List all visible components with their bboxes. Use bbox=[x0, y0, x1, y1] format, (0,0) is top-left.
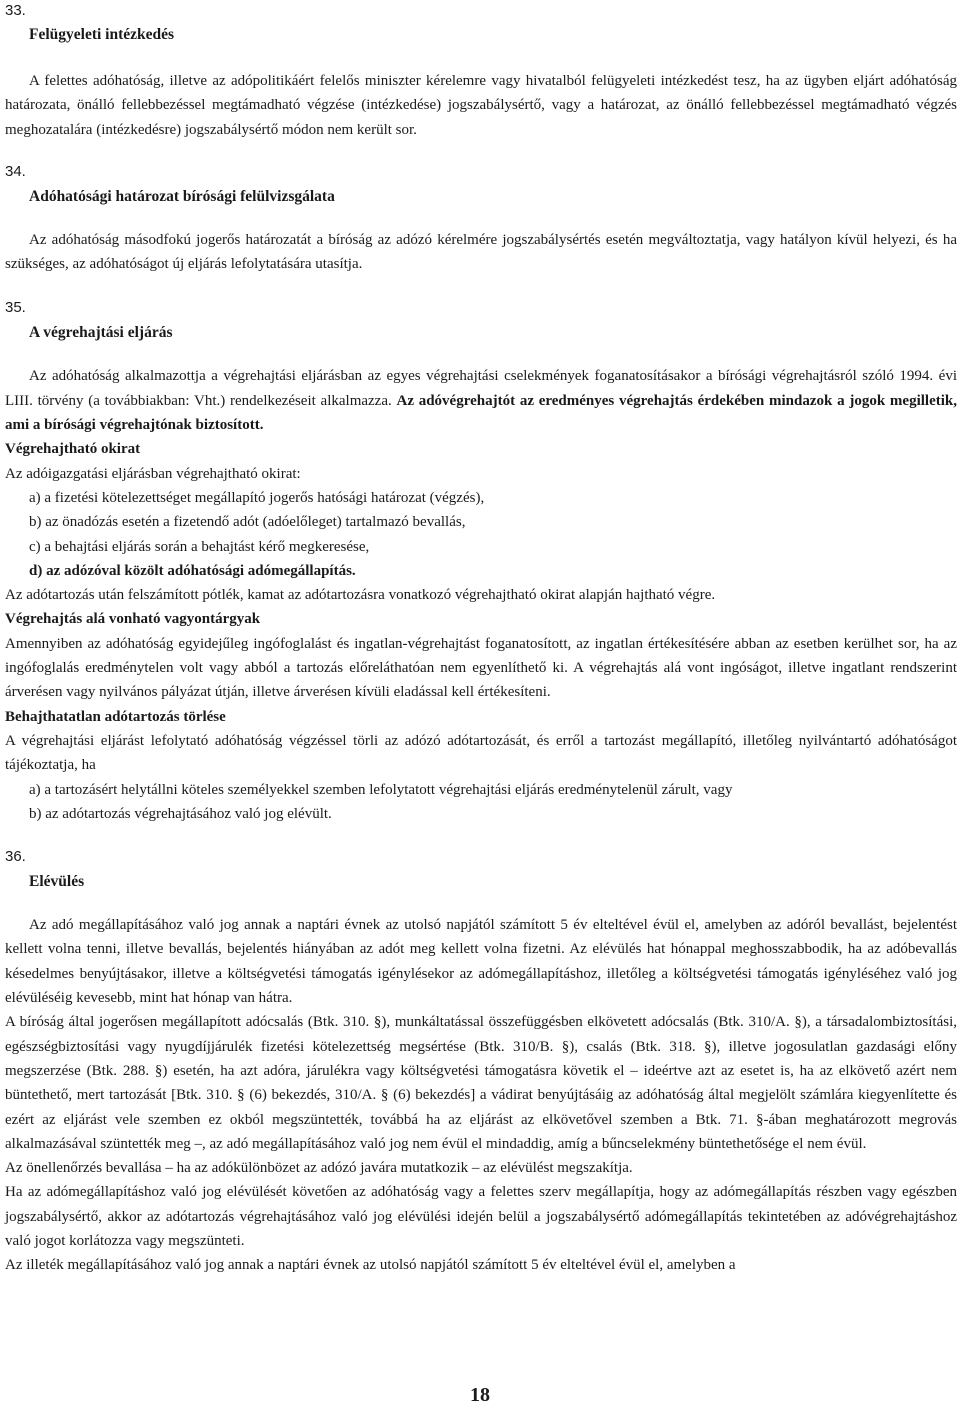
section-title: A végrehajtási eljárás bbox=[29, 324, 173, 342]
list-item: b) az adótartozás végrehajtásához való jog elévült. bbox=[29, 805, 332, 822]
subheading: Végrehajtás alá vonható vagyontárgyak bbox=[5, 611, 261, 628]
section-number: 35. bbox=[5, 299, 26, 317]
list-item: a) a fizetési kötelezettséget megállapító jogerős hatósági határozat (végzés), bbox=[29, 489, 485, 506]
section-number: 33. bbox=[5, 2, 26, 19]
paragraph: Az adótartozás után felszámított pótlék, kamat az adótartozásra vonatkozó végrehajtható okirat alapján hajtható végre. bbox=[5, 587, 716, 604]
section-33 bbox=[5, 0, 957, 142]
section-number: 36. bbox=[5, 848, 26, 866]
section-number: 34. bbox=[5, 162, 26, 180]
subheading: Végrehajtható okirat bbox=[5, 441, 141, 458]
paragraph: Az adóigazgatási eljárásban végrehajtható okirat: bbox=[5, 465, 301, 482]
list-item: a) a tartozásért helytállni köteles személyekkel szemben lefolytatott végrehajtási eljárás eredménytelenül zárult, vagy bbox=[29, 781, 733, 798]
list-item: b) az önadózás esetén a fizetendő adót (adóelőleget) tartalmazó bevallás, bbox=[29, 514, 466, 531]
paragraph-bold-text: Az adóvégrehajtót az eredményes végrehajtás érdekében mindazok a jogok megilletik, ami a bírósági végrehajtónak biztosított. bbox=[5, 392, 957, 434]
paragraph: Az adóhatóság másodfokú jogerős határozatát a bíróság az adózó kérelmére jogszabálysértés esetén megváltoztatja, vagy hatályon kívül helyezi, és ha szükséges, az adóhatóságot új eljárás lefolytatására utasítja. bbox=[5, 231, 957, 273]
section-title: Adóhatósági határozat bírósági felülvizsgálata bbox=[29, 187, 335, 205]
paragraph: Az adó megállapításához való jog annak a naptári évnek az utolsó napjától számított 5 év elteltével évül el, amelyben az adóról bevallást, bejelentést kellett volna tenni, illetve bevallás, bejelentés hiányában az adót meg kellett volna fizetni. Az elévülés hat hónappal meghosszabbodik, ha az adóbevallás késedelmes benyújtásakor, illetve a költségvetési támogatás igénylésekor az adómegállapításhoz, illetőleg a költségvetési támogatás igényléséhez való jog elévüléséig kevesebb, mint hat hónap van hátra. bbox=[5, 917, 957, 1007]
section-title: Elévülés bbox=[29, 873, 85, 891]
paragraph: Az önellenőrzés bevallása – ha az adókülönbözet az adózó javára mutatkozik – az elévülést megszakítja. bbox=[5, 1160, 633, 1177]
list-item: c) a behajtási eljárás során a behajtást kérő megkeresése, bbox=[29, 538, 370, 555]
paragraph: A bíróság által jogerősen megállapított adócsalás (Btk. 310. §), munkáltatással összefüggésben elkövetett adócsalás (Btk. 310/A. §), a társadalombiztosítási, egészségbiztosítási vagy nyugdíjjárulék fizetési kötelezettség megsértése (Btk. 310/B. §), csalás (Btk. 318. §), illetve jogosulatlan gazdasági előny megszerzése (Btk. 288. §) esetén, ha azt adóra, járulékra vagy költségvetési támogatásra követik el – ideértve azt az esetet is, ha az elkövető azért nem büntethető, mert tartozását [Btk. 310. § (6) bekezdés, 310/A. § (6) bekezdés] a vádirat benyújtásáig az adóhatóság által megjelölt számlára kiegyenlítette és ezért az eljárást vele szemben ez okból megszüntették, továbbá ha az eljárást az elkövetővel szemben a Btk. 71. §-ában meghatározott megrovás alkalmazásával szüntették meg –, az adó megállapításához való jog nem évül el mindaddig, amíg a bűncselekmény büntethetősége el nem évül. bbox=[5, 1014, 957, 1152]
section-36 bbox=[5, 846, 957, 1277]
section-35 bbox=[5, 297, 957, 826]
paragraph: Ha az adómegállapításhoz való jog elévülését követően az adóhatóság vagy a felettes szerv megállapítja, hogy az adómegállapítás részben vagy egészben jogszabálysértő, akkor az adótartozás végrehajtásához való jog elévülési idején belül a jogszabálysértő adómegállapítás tekintetében az adóvégrehajtáshoz való jogot korlátozza vagy megszünteti. bbox=[5, 1184, 957, 1249]
paragraph: A felettes adóhatóság, illetve az adópolitikáért felelős miniszter kérelemre vagy hivatalból felügyeleti intézkedést tesz, ha az ügyben eljárt adóhatóság határozata, önálló fellebbezéssel megtámadható végzése (intézkedése) jogszabálysértő, vagy a határozat, az önálló fellebbezéssel megtámadható végzés meghozatalára (intézkedésre) jogszabálysértő módon nem került sor. bbox=[5, 73, 957, 138]
paragraph-text: Az adóhatóság alkalmazottja a végrehajtási eljárásban az egyes végrehajtási cselekmények foganatosításakor a bírósági végrehajtásról szóló 1994. évi LIII. törvény (a továbbiakban: Vht.) rendelkezéseit alkalmazza. bbox=[5, 368, 957, 409]
page-number: 18 bbox=[470, 1384, 490, 1406]
list-item: d) az adózóval közölt adóhatósági adómegállapítás. bbox=[29, 562, 356, 579]
paragraph: Az illeték megállapításához való jog annak a naptári évnek az utolsó napjától számított 5 év elteltével évül el, amelyben a bbox=[5, 1257, 736, 1274]
paragraph: Amennyiben az adóhatóság egyidejűleg ingófoglalást és ingatlan-végrehajtást foganatosított, az ingatlan értékesítésére abban az esetben kerülhet sor, ha az ingófoglalás eredménytelen volt vagy abból a tartozás előreláthatóan nem egyenlíthető ki. A végrehajtás alá vont ingóságot, illetve ingatlant rendszerint árverésen vagy nyilvános pályázat útján, illetve árverésen kívüli eladással kell értékesíteni. bbox=[5, 635, 957, 701]
section-34 bbox=[5, 161, 957, 277]
section-title: Felügyeleti intézkedés bbox=[29, 26, 175, 43]
subheading: Behajthatatlan adótartozás törlése bbox=[5, 708, 226, 725]
document-page bbox=[5, 0, 957, 1278]
paragraph bbox=[5, 364, 957, 437]
paragraph: A végrehajtási eljárást lefolytató adóhatóság végzéssel törli az adózó adótartozását, és erről a tartozást megállapító, illetőleg nyilvántartó adóhatóságot tájékoztatja, ha bbox=[5, 732, 957, 774]
